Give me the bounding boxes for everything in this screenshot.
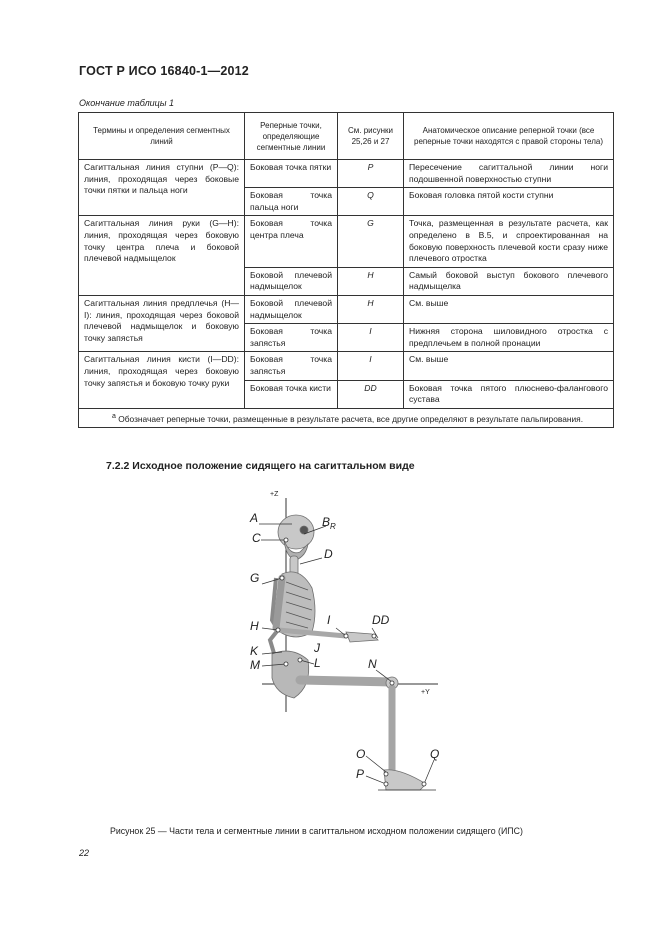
label-j: J (314, 641, 320, 655)
column-header: Анатомическое описание реперной точки (все реперные точки находятся с правой стороны тела) (404, 113, 614, 160)
footnote-text: Обозначает реперные точки, размещенные в результате расчета, все другие определяют в результате пальпирования. (118, 413, 584, 424)
document-header: ГОСТ Р ИСО 16840-1—2012 (79, 64, 249, 78)
reference-point: Боковая точка кисти (245, 380, 338, 408)
reference-point: Боковая точка запястья (245, 352, 338, 380)
anatomical-description: Самый боковой выступ бокового плечевого надмыщелка (404, 267, 614, 295)
skeleton-illustration (270, 515, 426, 790)
label-c: C (252, 531, 261, 545)
label-d: D (324, 547, 333, 561)
anatomical-description: Боковая точка пятого плюснево-фалангового сустава (404, 380, 614, 408)
figure-ref: G (338, 216, 404, 267)
label-o: O (356, 747, 366, 761)
pelvis (272, 651, 309, 698)
figure-ref: I (338, 352, 404, 380)
label-q: Q (430, 747, 440, 761)
segment-term: Сагиттальная линия руки (G—H): линия, проходящая через боковую точку центра плеча и боковой плечевой надмыщелок (79, 216, 245, 296)
figure-caption: Рисунок 25 — Части тела и сегментные линии в сагиттальном исходном положении сидящего (ИПС) (110, 826, 523, 836)
column-header: Реперные точки, определяющие сегментные линии (245, 113, 338, 160)
z-axis-label: +Z (270, 491, 279, 498)
anatomical-description: См. выше (404, 352, 614, 380)
label-a: A (250, 511, 259, 525)
reference-point: Боковая точка пятки (245, 160, 338, 188)
label-p: P (356, 767, 365, 781)
segment-term: Сагиттальная линия предплечья (H—I): линия, проходящая через боковой плечевой надмыщелок и боковую точку запястья (79, 295, 245, 351)
segment-term: Сагиттальная линия кисти (I—DD): линия, проходящая через боковую точку запястья и боковую точку руки (79, 352, 245, 408)
reference-point: Боковая точка запястья (245, 324, 338, 352)
label-br: $B_R$ (322, 515, 336, 531)
column-header: См. рисунки 25,26 и 27 (338, 113, 404, 160)
reference-point: Боковой плечевой надмыщелок (245, 267, 338, 295)
page-number: 22 (79, 848, 90, 858)
figure-labels (249, 511, 439, 781)
section-title: 7.2.2 Исходное положение сидящего на сагиттальном виде (106, 460, 415, 472)
figure-ref: I (338, 324, 404, 352)
reference-point: Боковая точка центра плеча (245, 216, 338, 267)
figure-ref: H (338, 295, 404, 323)
label-m: M (250, 658, 260, 672)
anatomical-description: Боковая головка пятой кости ступни (404, 188, 614, 216)
thigh (300, 680, 392, 682)
label-i: I (327, 613, 331, 627)
segment-term: Сагиттальная линия ступни (P—Q): линия, проходящая через боковые точки пятки и пальца ноги (79, 160, 245, 216)
y-axis-label: +Y (421, 689, 430, 696)
anatomical-description: Пересечение сагиттальной линии ноги подошвенной поверхностью ступни (404, 160, 614, 188)
reference-point: Боковой плечевой надмыщелок (245, 295, 338, 323)
table-caption: Окончание таблицы 1 (79, 98, 174, 108)
reference-point: Боковая точка пальца ноги (245, 188, 338, 216)
anatomical-description: Нижняя сторона шиловидного отростка с предплечьем в полной пронации (404, 324, 614, 352)
column-header: Термины и определения сегментных линий (79, 113, 245, 160)
label-dd: DD (372, 613, 390, 627)
label-h: H (250, 619, 259, 633)
anatomical-description: См. выше (404, 295, 614, 323)
figure-ref: H (338, 267, 404, 295)
figure-ref: DD (338, 380, 404, 408)
footnote-marker: a (112, 412, 116, 420)
label-l: L (314, 656, 321, 670)
label-k: K (250, 644, 259, 658)
label-n: N (368, 657, 377, 671)
anatomical-description: Точка, размещенная в результате расчета, как определено в В.5, и спроектированная на боковую поверхность плечевой кости сразу ниже плечевого отростка (404, 216, 614, 267)
figure-ref: Q (338, 188, 404, 216)
foot (384, 770, 426, 790)
label-g: G (250, 571, 260, 585)
figure-ref: P (338, 160, 404, 188)
